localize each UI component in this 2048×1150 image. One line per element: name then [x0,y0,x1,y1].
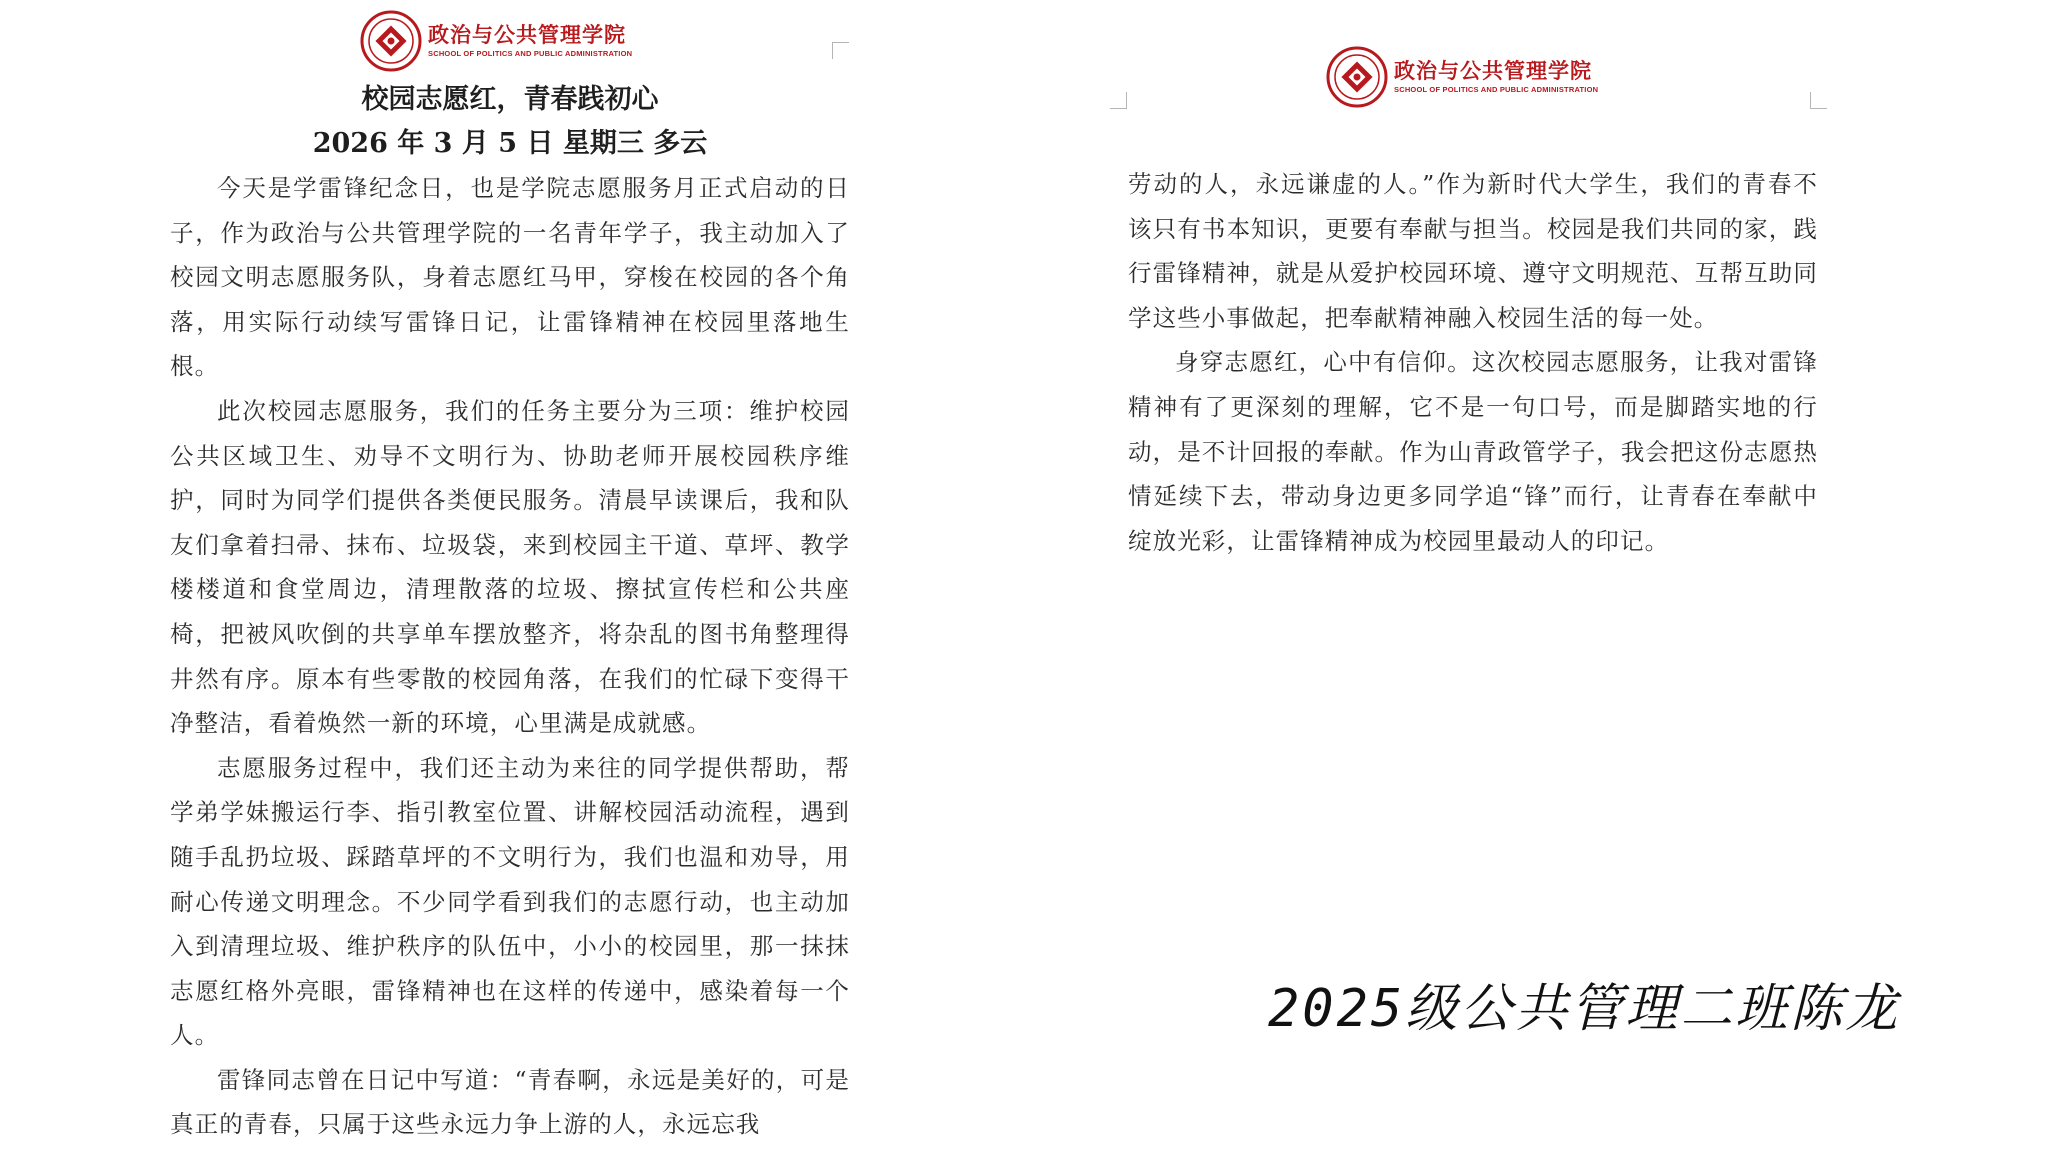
paragraph: 身穿志愿红，心中有信仰。这次校园志愿服务，让我对雷锋精神有了更深刻的理解，它不是一句口号，而是脚踏实地的行动，是不计回报的奉献。作为山青政管学子，我会把这份志愿热情延续下去，带动身边更多同学追“锋”而行，让青春在奉献中绽放光彩，让雷锋精神成为校园里最动人的印记。 [1128,348,1818,555]
paragraph: 劳动的人，永远谦虚的人。”作为新时代大学生，我们的青春不该只有书本知识，更要有奉献与担当。校园是我们共同的家，践行雷锋精神，就是从爱护校园环境、遵守文明规范、互帮互助同学这些小事做起，把奉献精神融入校园生活的每一处。 [1128,170,1818,332]
paragraph: 志愿服务过程中，我们还主动为来往的同学提供帮助，帮学弟学妹搬运行李、指引教室位置、讲解校园活动流程，遇到随手乱扔垃圾、踩踏草坪的不文明行为，我们也温和劝导，用耐心传递文明理念。不少同学看到我们的志愿行动，也主动加入到清理垃圾、维护秩序的队伍中，小小的校园里，那一抹抹志愿红格外亮眼，雷锋精神也在这样的传递中，感染着每一个人。 [170,753,850,1050]
school-emblem-icon [1326,46,1388,108]
school-name-en: SCHOOL OF POLITICS AND PUBLIC ADMINISTRATION [428,48,633,58]
document-page-left [170,0,850,1147]
school-name-cn: 政治与公共管理学院 [1394,58,1592,83]
crop-mark [1110,92,1127,109]
school-name-en: SCHOOL OF POLITICS AND PUBLIC ADMINISTRATION [1394,84,1599,94]
crop-mark [832,42,849,59]
author-signature: 2025级公共管理二班陈龙 [1268,979,1901,1039]
school-logo [360,6,850,76]
article-dateline: 2026 年 3 月 5 日 星期三 多云 [312,128,708,159]
paragraph: 雷锋同志曾在日记中写道：“青春啊，永远是美好的，可是真正的青春，只属于这些永远力争上游的人，永远忘我 [170,1065,850,1139]
article-title: 校园志愿红，青春践初心 [361,84,659,115]
document-page-right [1128,0,1828,563]
school-emblem-icon [360,10,422,72]
article-body-left [170,166,850,1147]
school-name-cn: 政治与公共管理学院 [428,22,626,47]
paragraph: 此次校园志愿服务，我们的任务主要分为三项：维护校园公共区域卫生、劝导不文明行为、协助老师开展校园秩序维护，同时为同学们提供各类便民服务。清晨早读课后，我和队友们拿着扫帚、抹布、垃圾袋，来到校园主干道、草坪、教学楼楼道和食堂周边，清理散落的垃圾、擦拭宣传栏和公共座椅，把被风吹倒的共享单车摆放整齐，将杂乱的图书角整理得井然有序。原本有些零散的校园角落，在我们的忙碌下变得干净整洁，看着焕然一新的环境，心里满是成就感。 [170,396,850,738]
school-logo [1326,42,1828,112]
paragraph: 今天是学雷锋纪念日，也是学院志愿服务月正式启动的日子，作为政治与公共管理学院的一名青年学子，我主动加入了校园文明志愿服务队，身着志愿红马甲，穿梭在校园的各个角落，用实际行动续写雷锋日记，让雷锋精神在校园里落地生根。 [170,174,850,381]
article-body-right [1128,162,1818,563]
